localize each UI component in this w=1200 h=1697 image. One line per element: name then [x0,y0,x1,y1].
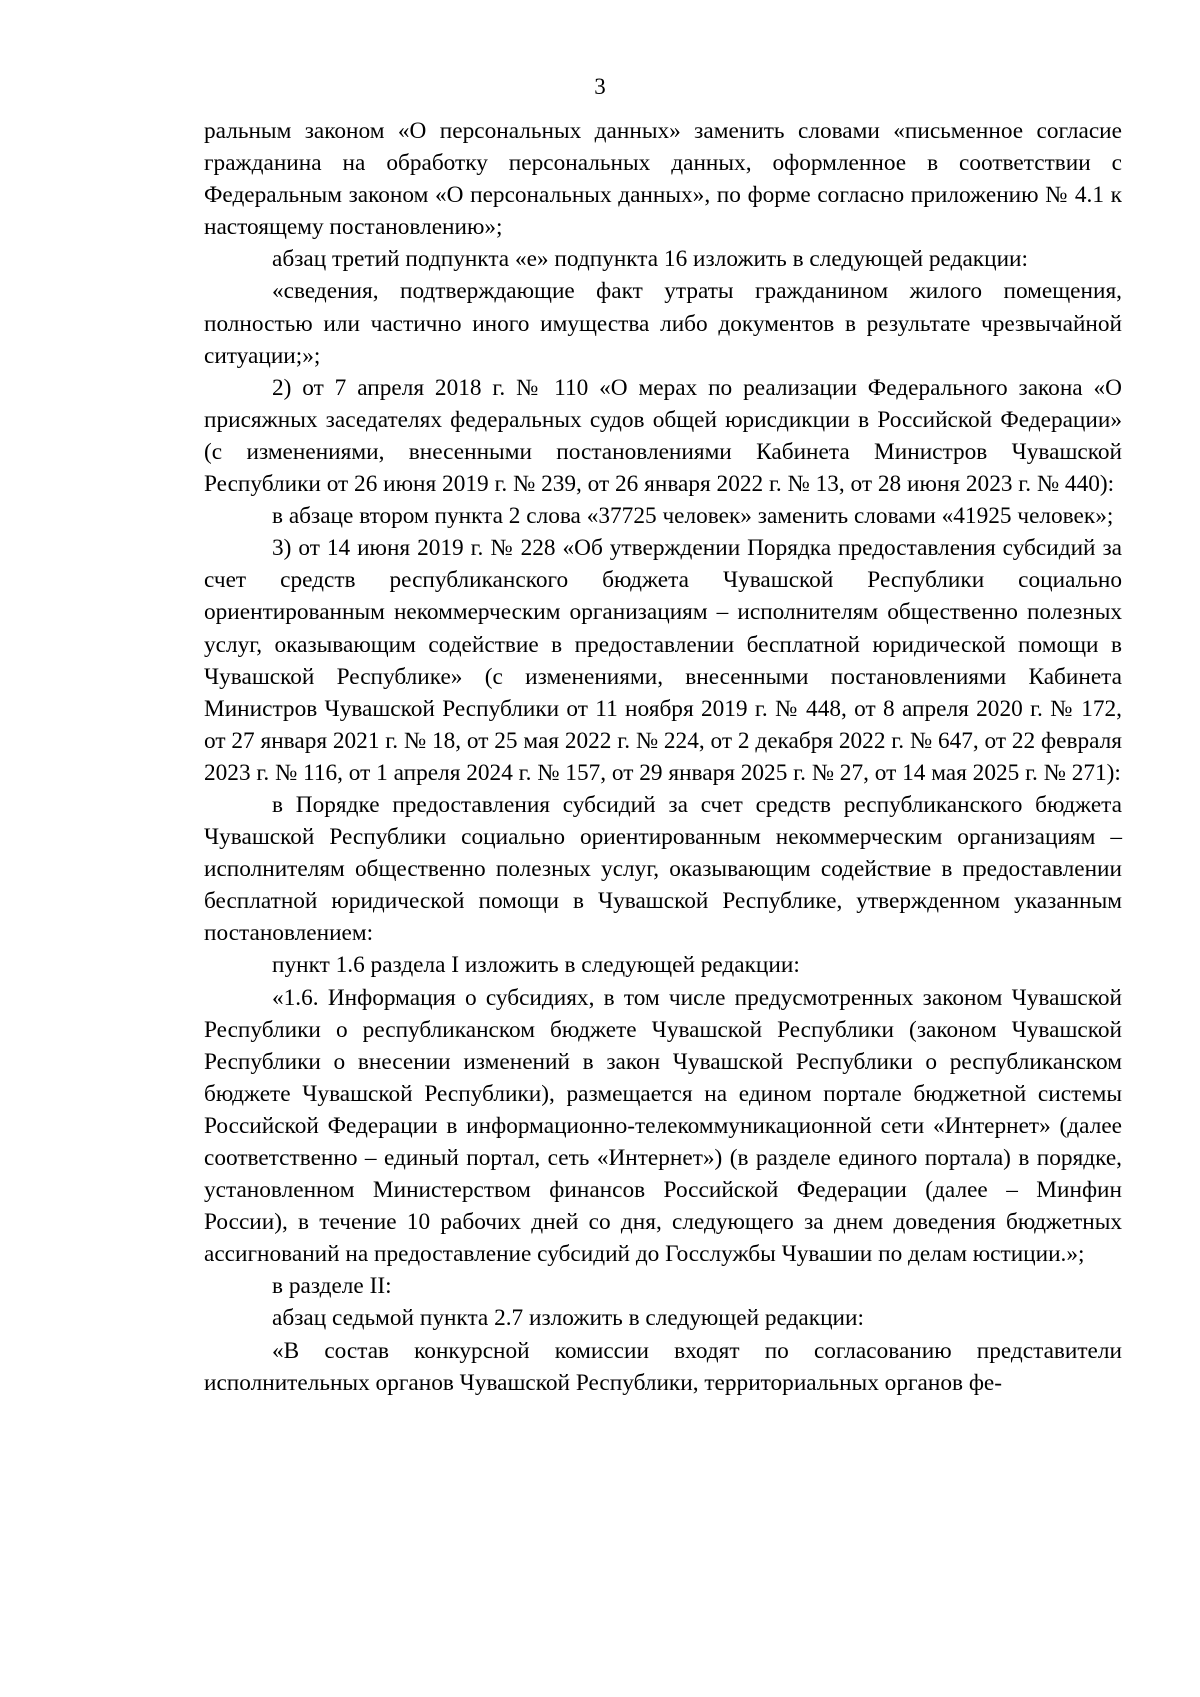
paragraph: 3) от 14 июня 2019 г. № 228 «Об утверждении Порядка предоставления субсидий за счет средств республиканского бюджета Чувашской Республики социально ориентированным некоммерческим организациям – исполнителям общественно полезных услуг, оказывающим содействие в предоставлении бесплатной юридической помощи в Чувашской Республике» (с изменениями, внесенными постановлениями Кабинета Министров Чувашской Республики от 11 ноября 2019 г. № 448, от 8 апреля 2020 г. № 172, от 27 января 2021 г. № 18, от 25 мая 2022 г. № 224, от 2 декабря 2022 г. № 647, от 22 февраля 2023 г. № 116, от 1 апреля 2024 г. № 157, от 29 января 2025 г. № 27, от 14 мая 2025 г. № 271): [204,535,1122,786]
paragraph: в разделе II: [272,1273,392,1300]
paragraph: пункт 1.6 раздела I изложить в следующей редакции: [272,952,800,979]
paragraph: «сведения, подтверждающие факт утраты гражданином жилого помещения, полностью или частично иного имущества либо документов в результате чрезвычайной ситуации;»; [204,278,1122,369]
paragraph: 2) от 7 апреля 2018 г. № 110 «О мерах по реализации Федерального закона «О присяжных заседателях федеральных судов общей юрисдикции в Российской Федерации» (с изменениями, внесенными постановлениями Кабинета Министров Чувашской Республики от 26 июня 2019 г. № 239, от 26 января 2022 г. № 13, от 28 июня 2023 г. № 440): [204,374,1122,498]
paragraph: абзац седьмой пункта 2.7 изложить в следующей редакции: [272,1305,864,1332]
paragraph: абзац третий подпункта «е» подпункта 16 изложить в следующей редакции: [272,246,1028,273]
paragraph: в абзаце втором пункта 2 слова «37725 человек» заменить словами «41925 человек»; [272,503,1114,530]
paragraph: «1.6. Информация о субсидиях, в том числе предусмотренных законом Чувашской Республики о республиканском бюджете Чувашской Республики (законом Чувашской Республики о внесении изменений в закон Чувашской Республики о республиканском бюджете Чувашской Республики), размещается на едином портале бюджетной системы Российской Федерации в информационно-телекоммуникационной сети «Интернет» (далее соответственно – единый портал, сеть «Интернет») (в разделе единого портала) в порядке, установленном Министерством финансов Российской Федерации (далее – Минфин России), в течение 10 рабочих дней со дня, следующего за днем доведения бюджетных ассигнований на предоставление субсидий до Госслужбы Чувашии по делам юстиции.»; [204,984,1122,1268]
document-body [204,115,1122,1399]
paragraph: ральным законом «О персональных данных» заменить словами «письменное согласие гражданина на обработку персональных данных, оформленное в соответствии с Федеральным законом «О персональных данных», по форме согласно приложению № 4.1 к настоящему постановлению»; [204,118,1122,241]
paragraph: в Порядке предоставления субсидий за счет средств республиканского бюджета Чувашской Республики социально ориентированным некоммерческим организациям – исполнителям общественно полезных услуг, оказывающим содействие в предоставлении бесплатной юридической помощи в Чувашской Республике, утвержденном указанным постановлением: [204,791,1122,947]
paragraph: «В состав конкурсной комиссии входят по согласованию представители исполнительных органов Чувашской Республики, территориальных органов фе- [204,1337,1122,1396]
page-number: 3 [594,74,606,99]
